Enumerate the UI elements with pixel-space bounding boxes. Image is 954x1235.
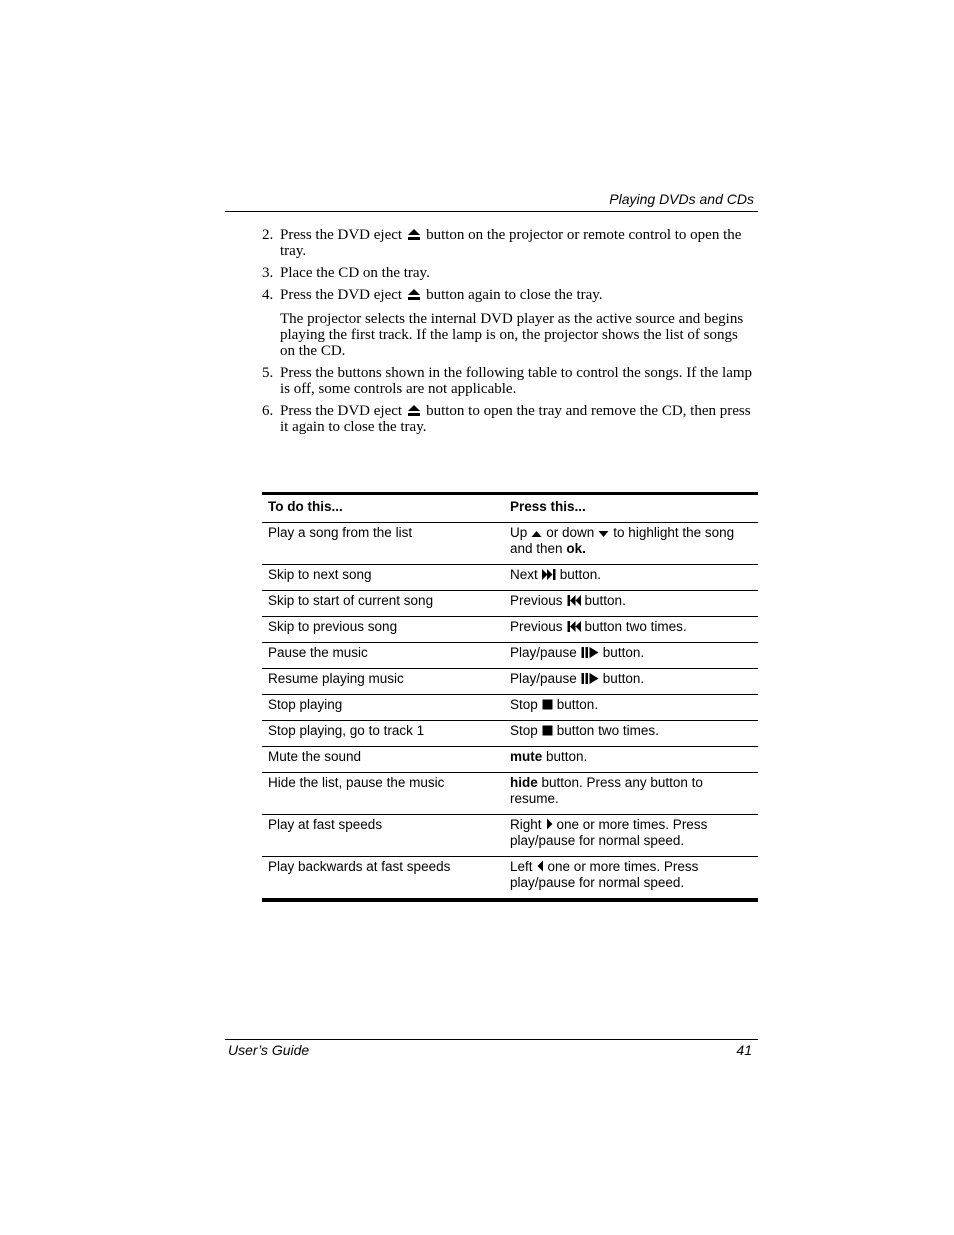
table-bottom-rule <box>262 899 758 902</box>
press-cell: Left one or more times. Press play/pause for normal speed. <box>510 859 699 890</box>
footer-rule <box>225 1039 758 1040</box>
step-text: Press the buttons shown in the following table to control the songs. If the lamp is off, some controls are not applicable. <box>280 365 753 397</box>
next-track-icon <box>542 569 556 580</box>
table-row <box>262 721 758 747</box>
step-3 <box>262 265 756 281</box>
action-cell: Play a song from the list <box>268 525 413 540</box>
action-cell: Mute the sound <box>268 749 362 764</box>
action-cell: Skip to next song <box>268 567 372 582</box>
press-cell: Stop button two times. <box>510 723 659 738</box>
table-row <box>262 643 758 669</box>
table-row <box>262 857 758 899</box>
step-text-before: Press the DVD eject <box>280 287 403 303</box>
right-arrow-icon <box>546 818 553 830</box>
press-cell: Right one or more times. Press play/pause for normal speed. <box>510 817 708 848</box>
column-header-action: To do this... <box>268 499 343 514</box>
header-rule <box>225 211 758 212</box>
press-cell: mute button. <box>510 749 588 764</box>
step-number: 6. <box>262 403 274 419</box>
table-row <box>262 669 758 695</box>
controls-table <box>262 492 758 902</box>
instruction-steps <box>262 227 756 441</box>
step-6 <box>262 403 756 435</box>
step-4 <box>262 287 756 303</box>
action-cell: Stop playing, go to track 1 <box>268 723 425 738</box>
eject-icon <box>408 405 420 416</box>
table-row <box>262 523 758 565</box>
press-cell: hide button. Press any button to resume. <box>510 775 703 806</box>
step-number: 3. <box>262 265 274 281</box>
step-number: 4. <box>262 287 274 303</box>
table-row <box>262 591 758 617</box>
table-header-row <box>262 495 758 523</box>
step-text-after: button again to close the tray. <box>426 287 603 303</box>
press-cell: Previous button two times. <box>510 619 687 634</box>
eject-icon <box>408 229 420 240</box>
table-row <box>262 773 758 815</box>
action-cell: Resume playing music <box>268 671 404 686</box>
step-2 <box>262 227 756 259</box>
page-header-title: Playing DVDs and CDs <box>609 191 754 207</box>
action-cell: Play at fast speeds <box>268 817 383 832</box>
action-cell: Stop playing <box>268 697 343 712</box>
table-row <box>262 695 758 721</box>
press-cell: Play/pause button. <box>510 645 645 660</box>
press-cell: Up or down to highlight the song and then ok. <box>510 525 735 556</box>
action-cell: Skip to start of current song <box>268 593 434 608</box>
press-cell: Stop button. <box>510 697 599 712</box>
down-arrow-icon <box>598 530 609 538</box>
stop-icon <box>542 699 553 710</box>
step-text: Place the CD on the tray. <box>280 265 430 281</box>
left-arrow-icon <box>537 860 544 872</box>
table-row <box>262 815 758 857</box>
table-row <box>262 617 758 643</box>
stop-icon <box>542 725 553 736</box>
table-row <box>262 565 758 591</box>
action-cell: Play backwards at fast speeds <box>268 859 451 874</box>
previous-track-icon <box>567 595 581 606</box>
step-text-after: button on the projector or remote control to open the tray. <box>280 227 742 259</box>
play-pause-icon <box>581 673 599 684</box>
step-5 <box>262 365 756 397</box>
press-cell: Next button. <box>510 567 602 582</box>
table-row <box>262 747 758 773</box>
press-cell: Play/pause button. <box>510 671 645 686</box>
footer-guide-title: User’s Guide <box>228 1042 310 1058</box>
eject-icon <box>408 289 420 300</box>
action-cell: Hide the list, pause the music <box>268 775 445 790</box>
page-number: 41 <box>736 1042 752 1058</box>
step-text-before: Press the DVD eject <box>280 403 403 419</box>
play-pause-icon <box>581 647 599 658</box>
step-number: 2. <box>262 227 274 243</box>
step-text-before: Press the DVD eject <box>280 227 403 243</box>
press-cell: Previous button. <box>510 593 626 608</box>
up-arrow-icon <box>531 530 542 538</box>
step-number: 5. <box>262 365 274 381</box>
previous-track-icon <box>567 621 581 632</box>
column-header-press: Press this... <box>510 499 586 514</box>
action-cell: Skip to previous song <box>268 619 398 634</box>
step-text-after: button to open the tray and remove the CD, then press it again to close the tray. <box>280 403 751 435</box>
step-note: The projector selects the internal DVD player as the active source and begins playing the first track. If the lamp is on, the projector shows the list of songs on the CD. <box>280 311 744 359</box>
action-cell: Pause the music <box>268 645 368 660</box>
